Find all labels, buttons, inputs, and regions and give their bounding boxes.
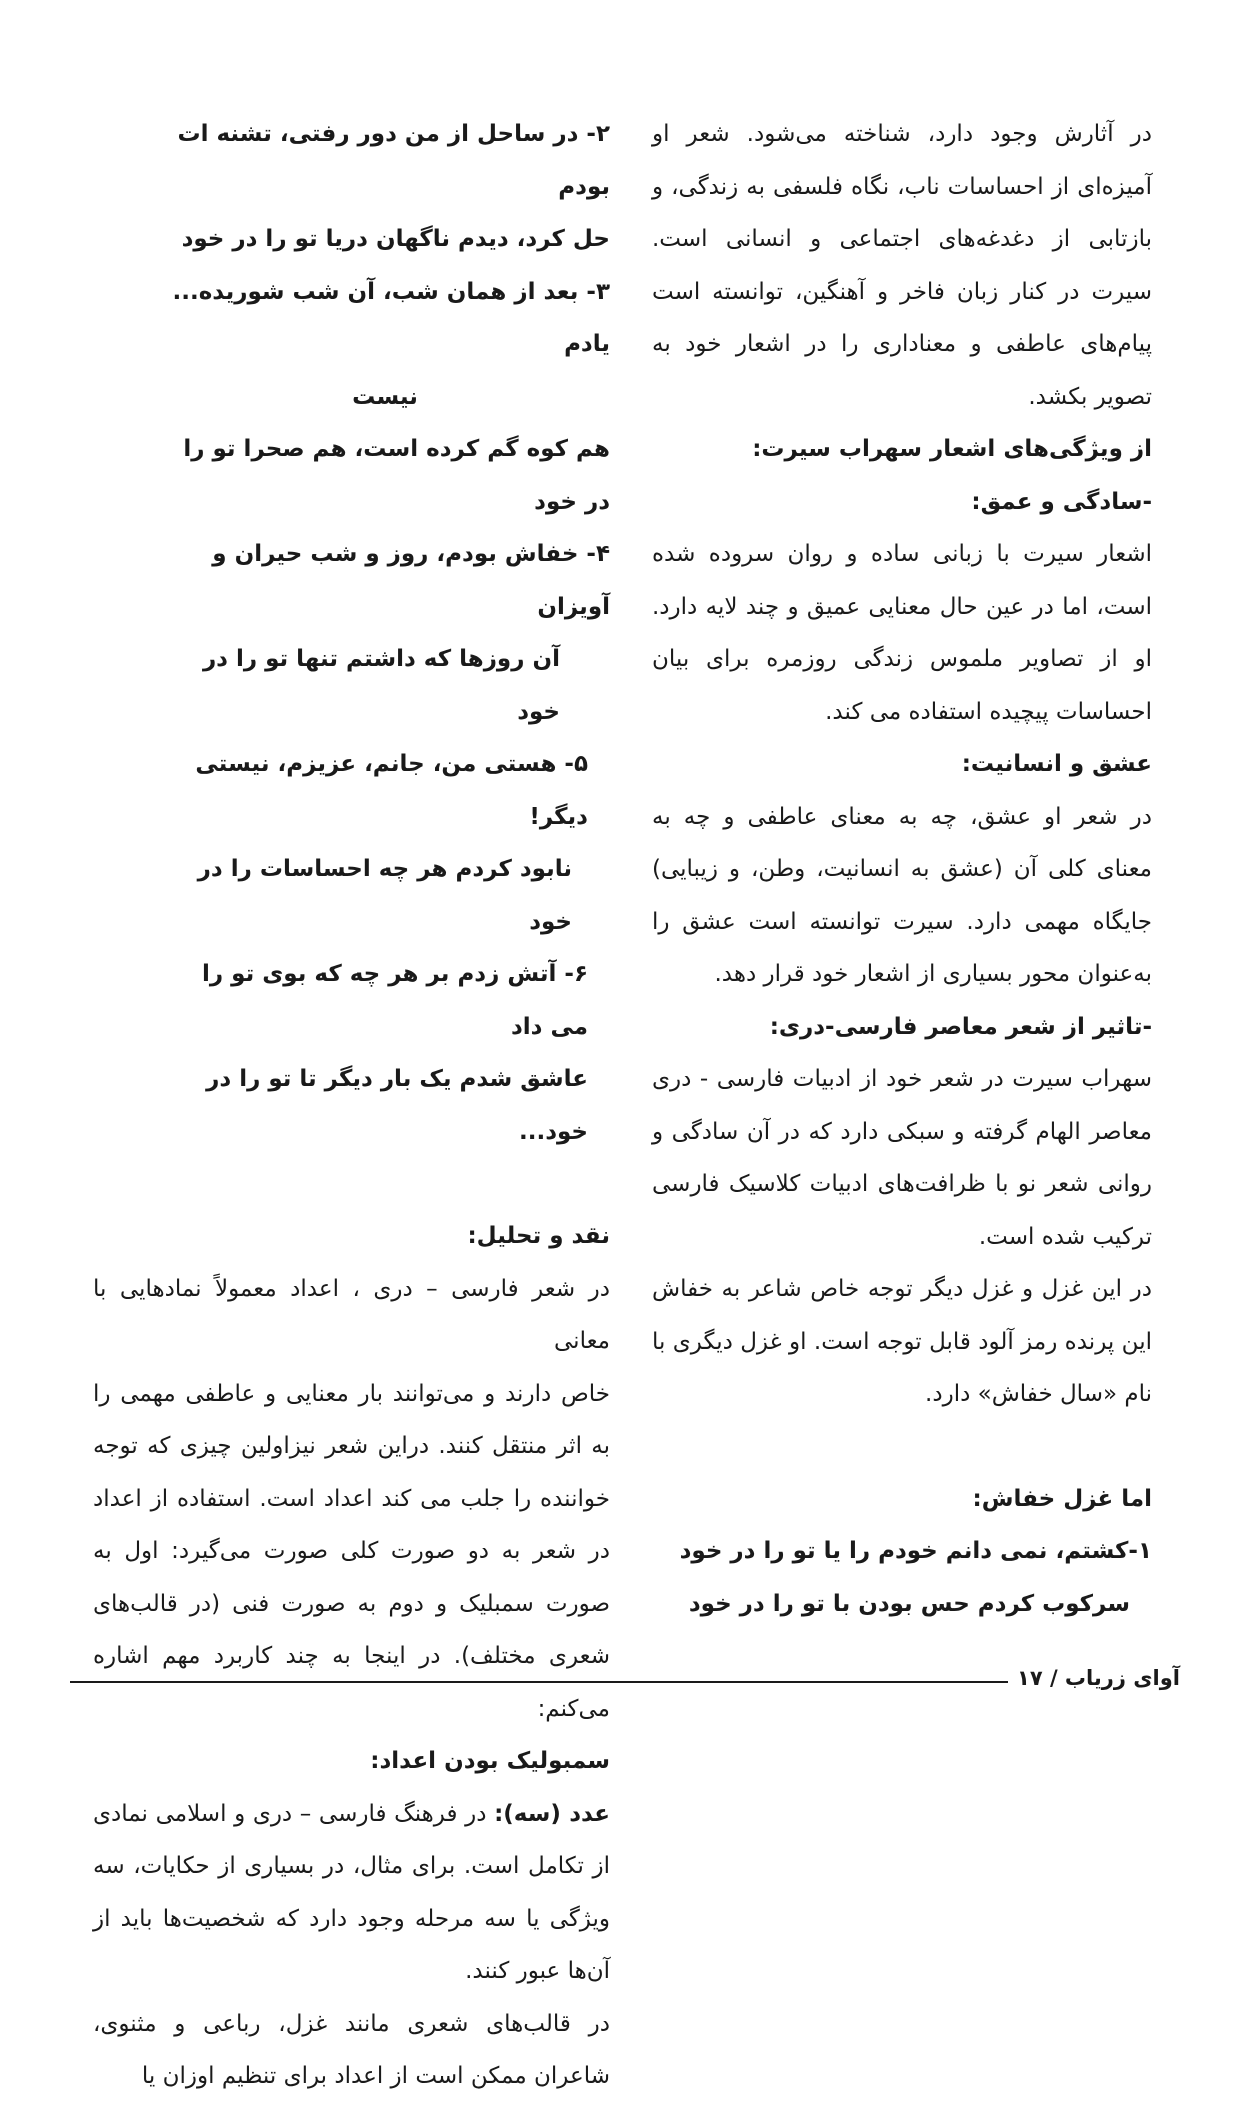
spacer [93, 1158, 610, 1210]
critique-paragraph: خاص دارند و می‌توانند بار معنایی و عاطفی مهمی را به اثر منتقل کنند. دراین شعر نیزاولین چیزی که توجه خواننده را جلب می کند اعداد است. استفاده از اعداد در شعر به دو صورت کلی صورت می‌گیرد: اول به صورت سمبلیک و دوم به صورت فنی (در قالب‌های شعری مختلف). در اینجا به چند کاربرد مهم اشاره می‌کنم: [93, 1380, 610, 1722]
verse-line: ۱-کشتم، نمی دانم خودم را یا تو را در خود [679, 1538, 1152, 1564]
page-footer [70, 1660, 1180, 1696]
number-paragraph [93, 1788, 610, 1998]
poem-block [160, 108, 610, 1158]
simplicity-paragraph: اشعار سیرت با زبانی ساده و روان سروده شده است، اما در عین حال معنایی عمیق و چند لایه دارد. او از تصاویر ملموس زندگی روزمره برای بیان احساسات پیچیده استفاده می کند. [652, 541, 1152, 725]
verse-line: هم کوه گم کرده است، هم صحرا تو را در خود [183, 436, 610, 515]
intro-paragraph: در آثارش وجود دارد، شناخته می‌شود. شعر او آمیزه‌ای از احساسات ناب، نگاه فلسفی به زندگی، و بازتابی از دغدغه‌های اجتماعی و انسانی است. سیرت در کنار زبان فاخر و آهنگین، توانسته است پیام‌های عاطفی و معناداری را در اشعار خود به تصویر بکشد. [652, 121, 1152, 410]
verse-line: نیست [352, 383, 418, 410]
verse-line: ۶- آتش زدم بر هر چه که بوی تو را می داد [202, 961, 588, 1040]
verse-line: سرکوب کردم حس بودن با تو را در خود [688, 1590, 1130, 1617]
right-column [652, 108, 1152, 1630]
left-column [93, 108, 610, 2103]
verse-line: نابود کردم هر چه احساسات را در خود [197, 856, 572, 935]
verse-line: ۴- خفاش بودم، روز و شب حیران و آویزان [212, 541, 610, 620]
verse-line: ۳- بعد از همان شب، آن شب شوریده... یادم [172, 278, 610, 357]
influence-paragraph: سهراب سیرت در شعر خود از ادبیات فارسی - دری معاصر الهام گرفته و سبکی دارد که در آن سادگی و روانی شعر نو با ظرافت‌های ادبیات کلاسیک فارسی ترکیب شده است. [652, 1066, 1152, 1250]
verse-line: آن روزها که داشتم تنها تو را در خود [202, 646, 560, 725]
verse-line: ۵- هستی من، جانم، عزیزم، نیستی دیگر! [195, 751, 588, 830]
ghazal-paragraph: در این غزل و غزل دیگر توجه خاص شاعر به خفاش این پرنده رمز آلود قابل توجه است. او غزل دیگری با نام «سال خفاش» دارد. [652, 1276, 1152, 1407]
footer-rule [70, 1681, 1008, 1683]
critique-heading: نقد و تحلیل: [467, 1223, 610, 1249]
verse-line: حل کرد، دیدم ناگهان دریا تو را در خود [181, 226, 610, 252]
verse-line: عاشق شدم یک بار دیگر تا تو را در خود... [206, 1066, 588, 1145]
forms-paragraph: در قالب‌های شعری مانند غزل، رباعی و مثنوی، شاعران ممکن است از اعداد برای تنظیم اوزان یا [93, 2010, 610, 2089]
love-heading: عشق و انسانیت: [961, 751, 1152, 777]
critique-paragraph: در شعر فارسی – دری ، اعداد معمولاً نمادهایی با معانی [93, 1275, 610, 1354]
love-paragraph: در شعر او عشق، چه به معنای عاطفی و چه به معنای کلی آن (عشق به انسانیت، وطن، و زیبایی) جایگاه مهمی دارد. سیرت توانسته است عشق را به‌عنوان محور بسیاری از اشعار خود قرار دهد. [652, 803, 1152, 987]
symbolic-heading: سمبولیک بودن اعداد: [370, 1748, 610, 1774]
spacer [652, 1421, 1152, 1473]
verse-line: ۲- در ساحل از من دور رفتی، تشنه ات بودم [177, 121, 610, 200]
simplicity-heading: -سادگی و عمق: [971, 488, 1152, 515]
page-number: آوای زریاب / ۱۷ [1017, 1666, 1180, 1690]
features-heading: از ویژگی‌های اشعار سهراب سیرت: [752, 436, 1152, 462]
number-text: در فرهنگ فارسی – دری و اسلامی نمادی از تکامل است. برای مثال، در بسیاری از حکایات، سه ویژگی یا سه مرحله وجود دارد که شخصیت‌ها باید از آن‌ها عبور کنند. [93, 1800, 610, 1984]
ghazal-heading: اما غزل خفاش: [972, 1485, 1152, 1512]
number-label: عدد (سه): [494, 1800, 610, 1827]
influence-heading: -تاثیر از شعر معاصر فارسی-دری: [769, 1013, 1152, 1040]
